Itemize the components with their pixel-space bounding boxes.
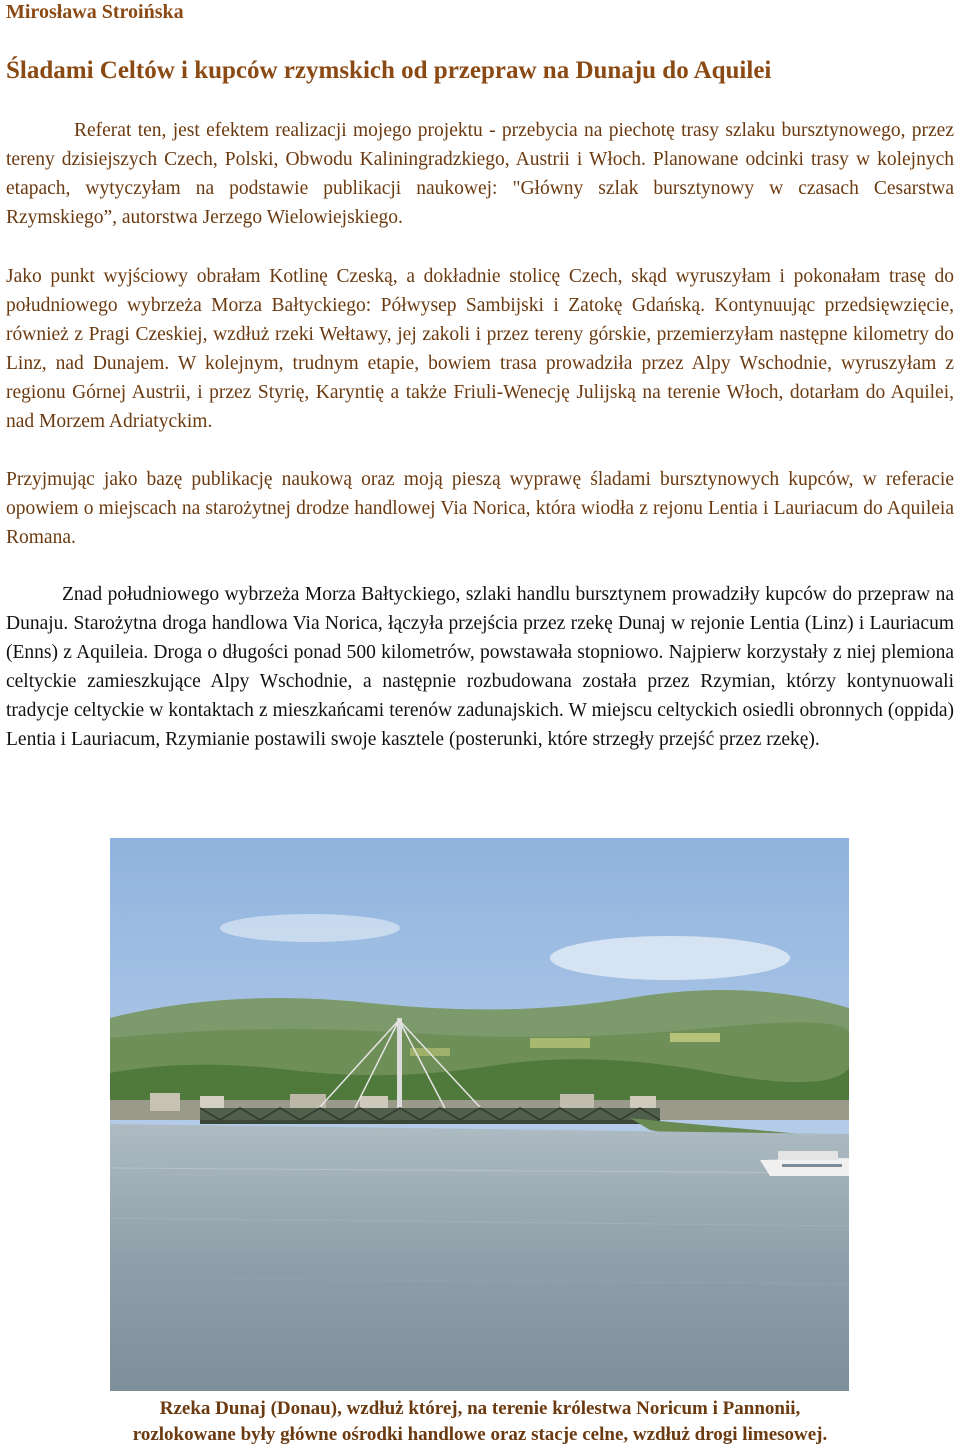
paragraph-via-norica: Znad południowego wybrzeża Morza Bałtyckiego, szlaki handlu bursztynem prowadziły kupców do przepraw na Dunaju. Starożytna droga handlowa Via Norica, łączyła przejścia przez rzekę Dunaj w rejonie Lentia (Linz) i Lauriacum (Enns) z Aquileia. Droga o długości ponad 500 kilometrów, powstawała stopniowo. Najpierw korzystały z niej plemiona celtyckie zamieszkujące Alpy Wschodnie, a następnie rozbudowana została przez Rzymian, którzy kontynuowali tradycje celtyckie w kontaktach z mieszkańcami terenów zadunajskich. W miejscu celtyckich osiedli obronnych (oppida) Lentia i Lauriacum, Rzymianie postawili swoje kasztele (posterunki, które strzegły przejść przez rzekę). bbox=[6, 584, 954, 750]
document-title: Śladami Celtów i kupców rzymskich od przepraw na Dunaju do Aquilei bbox=[6, 57, 772, 84]
paragraph-intro: Referat ten, jest efektem realizacji mojego projektu - przebycia na piechotę trasy szlaku bursztynowego, przez tereny dzisiejszych Czech, Polski, Obwodu Kaliningradzkiego, Austrii i Włoch. Planowane odcinki trasy w kolejnych etapach, wytyczyłam na podstawie publikacji naukowej: "Główny szlak bursztynowy w czasach Cesarstwa Rzymskiego”, autorstwa Jerzego Wielowiejskiego. bbox=[6, 120, 954, 228]
author-name: Mirosława Stroińska bbox=[6, 1, 184, 23]
paragraph-route: Jako punkt wyjściowy obrałam Kotlinę Czeską, a dokładnie stolicę Czech, skąd wyruszyłam i pokonałam trasę do południowego wybrzeża Morza Bałtyckiego: Półwysep Sambijski i Zatokę Gdańską. Kontynuując przedsięwzięcie, również z Pragi Czeskiej, wzdłuż rzeki Wełtawy, jej zakoli i przez tereny górskie, przemierzyłam następne kilometry do Linz, nad Dunajem. W kolejnym, trudnym etapie, bowiem trasa prowadziła przez Alpy Wschodnie, wyruszyłam z regionu Górnej Austrii, i przez Styrię, Karyntię a także Friuli-Wenecję Julijską na terenie Włoch, dotarłam do Aquilei, nad Morzem Adriatyckim. bbox=[6, 266, 954, 432]
photo-caption-line-1: Rzeka Dunaj (Donau), wzdłuż której, na terenie królestwa Noricum i Pannonii, bbox=[159, 1398, 801, 1419]
danube-river-photo bbox=[110, 838, 849, 1391]
photo-caption-line-2: rozlokowane były główne ośrodki handlowe oraz stacje celne, wzdłuż drogi limesowej. bbox=[132, 1424, 828, 1445]
paragraph-basis: Przyjmując jako bazę publikację naukową oraz moją pieszą wyprawę śladami bursztynowych kupców, w referacie opowiem o miejscach na starożytnej drodze handlowej Via Norica, która wiodła z rejonu Lentia i Lauriacum do Aquileia Romana. bbox=[6, 469, 954, 548]
